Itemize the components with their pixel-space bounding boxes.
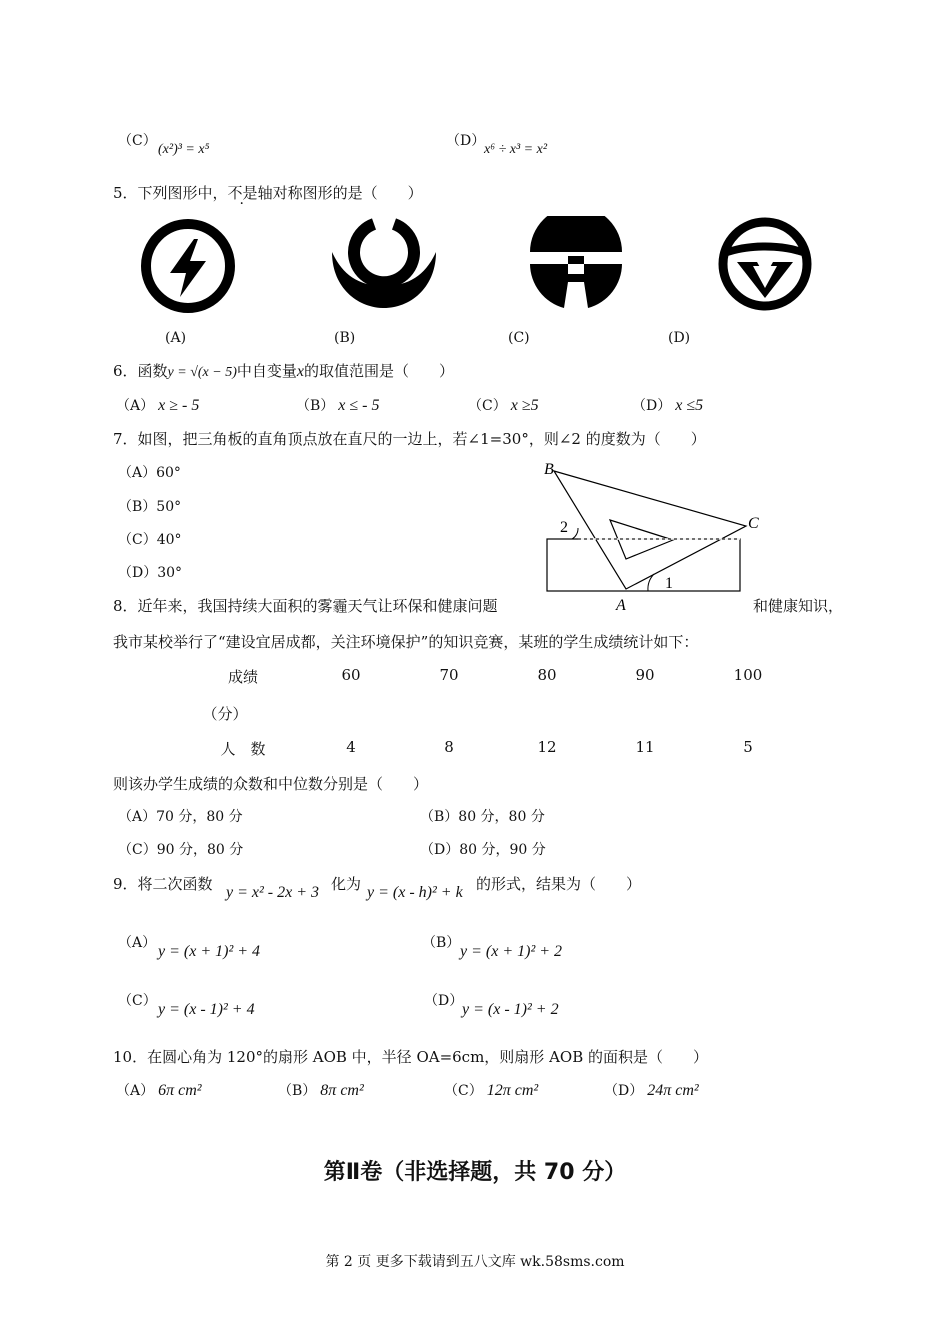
- section-title: 第Ⅱ卷（非选择题，共 70 分）: [323, 1160, 627, 1185]
- label-c: C: [748, 515, 759, 532]
- q5-stem-a: 5．下列图形中，: [113, 184, 228, 202]
- q6-stem-var: x: [296, 363, 305, 380]
- lightning-circle-icon: [138, 217, 238, 317]
- ruler-rect: [547, 539, 740, 591]
- q8-line1-b: 和健康知识，: [753, 597, 844, 615]
- q5-stem-b: 轴对称图形的是（ ）: [257, 184, 423, 202]
- q4-option-d-label: （D）: [446, 133, 486, 149]
- q9-option-b-math: y = (x + 1)² + 2: [460, 943, 563, 960]
- table-header-unit: （分）: [202, 705, 248, 723]
- table-header-score: 成绩: [227, 668, 258, 686]
- q9-option-c-label: （C）: [118, 993, 157, 1009]
- v-circle-icon: [715, 216, 815, 312]
- q9-stem-a: 9．将二次函数: [113, 875, 213, 893]
- table-cell: 60: [341, 666, 361, 684]
- q7-option-c: （C）40°: [118, 532, 182, 548]
- q4-option-d-math: x⁶ ÷ x³ = x²: [484, 142, 548, 157]
- open-ring-cup-icon: [330, 216, 438, 316]
- q7-option-d: （D）30°: [118, 565, 183, 581]
- table-cell: 12: [537, 738, 557, 756]
- q5-label-a: (A): [165, 330, 187, 346]
- q10-option-c: （C） 12π cm²: [444, 1082, 539, 1099]
- q4-option-c-label: （C）: [118, 133, 157, 149]
- q9-option-a-label: （A）: [118, 935, 157, 951]
- q9-option-c-math: y = (x - 1)² + 4: [158, 1001, 255, 1018]
- table-cell: 8: [444, 738, 454, 756]
- q8-option-b: （B）80 分，80 分: [420, 809, 545, 825]
- q9-stem-c: 的形式，结果为（ ）: [476, 875, 642, 893]
- q7-stem: 7．如图，把三角板的直角顶点放在直尺的一边上，若∠1=30°，则∠2 的度数为（ ）: [113, 430, 706, 448]
- label-angle-2: 2: [560, 519, 568, 536]
- q10-option-a: （A） 6π cm²: [116, 1082, 202, 1099]
- q7-option-a: （A）60°: [118, 465, 181, 481]
- split-circle-icon: [526, 216, 626, 312]
- q5-stem: [113, 182, 423, 203]
- q6-stem-math: y = √(x − 5): [167, 365, 237, 380]
- q6-stem-c: 的取值范围是（ ）: [304, 362, 455, 380]
- q6-option-d: （D） x ≤5: [632, 397, 704, 414]
- q8-line1-a: 8．近年来，我国持续大面积的雾霾天气让环保和健康问题: [113, 597, 498, 615]
- q6-option-c: （C） x ≥5: [468, 397, 539, 414]
- q5-label-d: (D): [668, 330, 691, 346]
- q9-stem-b: 化为: [331, 875, 362, 893]
- q8-question: 则该办学生成绩的众数和中位数分别是（ ）: [113, 775, 429, 793]
- table-cell: 11: [635, 738, 655, 756]
- triangle-ruler-figure: [538, 456, 768, 616]
- table-cell: 100: [733, 666, 763, 684]
- q9-stem-math1: y = x² - 2x + 3: [226, 884, 320, 901]
- q9-option-a-math: y = (x + 1)² + 4: [158, 943, 261, 960]
- q4-option-c-math: (x²)³ = x⁵: [158, 142, 210, 157]
- q6-stem: [113, 360, 454, 381]
- q5-label-c: (C): [508, 330, 530, 346]
- label-a: A: [616, 597, 626, 614]
- q8-option-a: （A）70 分，80 分: [118, 809, 243, 825]
- label-angle-1: 1: [665, 575, 673, 592]
- q5-label-b: (B): [334, 330, 356, 346]
- q10-stem: 10．在圆心角为 120°的扇形 AOB 中，半径 OA=6cm，则扇形 AOB 的面积是（ ）: [113, 1048, 709, 1066]
- table-cell: 80: [537, 666, 557, 684]
- q9-option-d-label: （D）: [424, 993, 464, 1009]
- q9-option-d-math: y = (x - 1)² + 2: [462, 1001, 559, 1018]
- table-header-count: 人 数: [220, 740, 266, 758]
- page-footer: 第 2 页 更多下载请到五八文库 wk.58sms.com: [325, 1254, 625, 1270]
- table-cell: 4: [346, 738, 356, 756]
- q6-option-b: （B） x ≤ - 5: [296, 397, 380, 414]
- q5-stem-emphasis: 不是: [227, 184, 258, 202]
- q8-option-c: （C）90 分，80 分: [118, 842, 244, 858]
- q10-option-b: （B） 8π cm²: [278, 1082, 364, 1099]
- q6-stem-b: 中自变量: [236, 362, 297, 380]
- q9-option-b-label: （B）: [422, 935, 461, 951]
- table-cell: 70: [439, 666, 459, 684]
- q10-option-d: （D） 24π cm²: [604, 1082, 699, 1099]
- table-cell: 90: [635, 666, 655, 684]
- q6-option-a: （A） x ≥ - 5: [116, 397, 200, 414]
- q8-line2: 我市某校举行了“建设宜居成都，关注环境保护”的知识竞赛，某班的学生成绩统计如下：: [113, 633, 699, 651]
- q6-stem-a: 6．函数: [113, 362, 168, 380]
- q7-option-b: （B）50°: [118, 499, 182, 515]
- q9-stem-math2: y = (x - h)² + k: [367, 884, 463, 901]
- label-b: B: [544, 461, 554, 478]
- q8-option-d: （D）80 分，90 分: [420, 842, 546, 858]
- table-cell: 5: [743, 738, 753, 756]
